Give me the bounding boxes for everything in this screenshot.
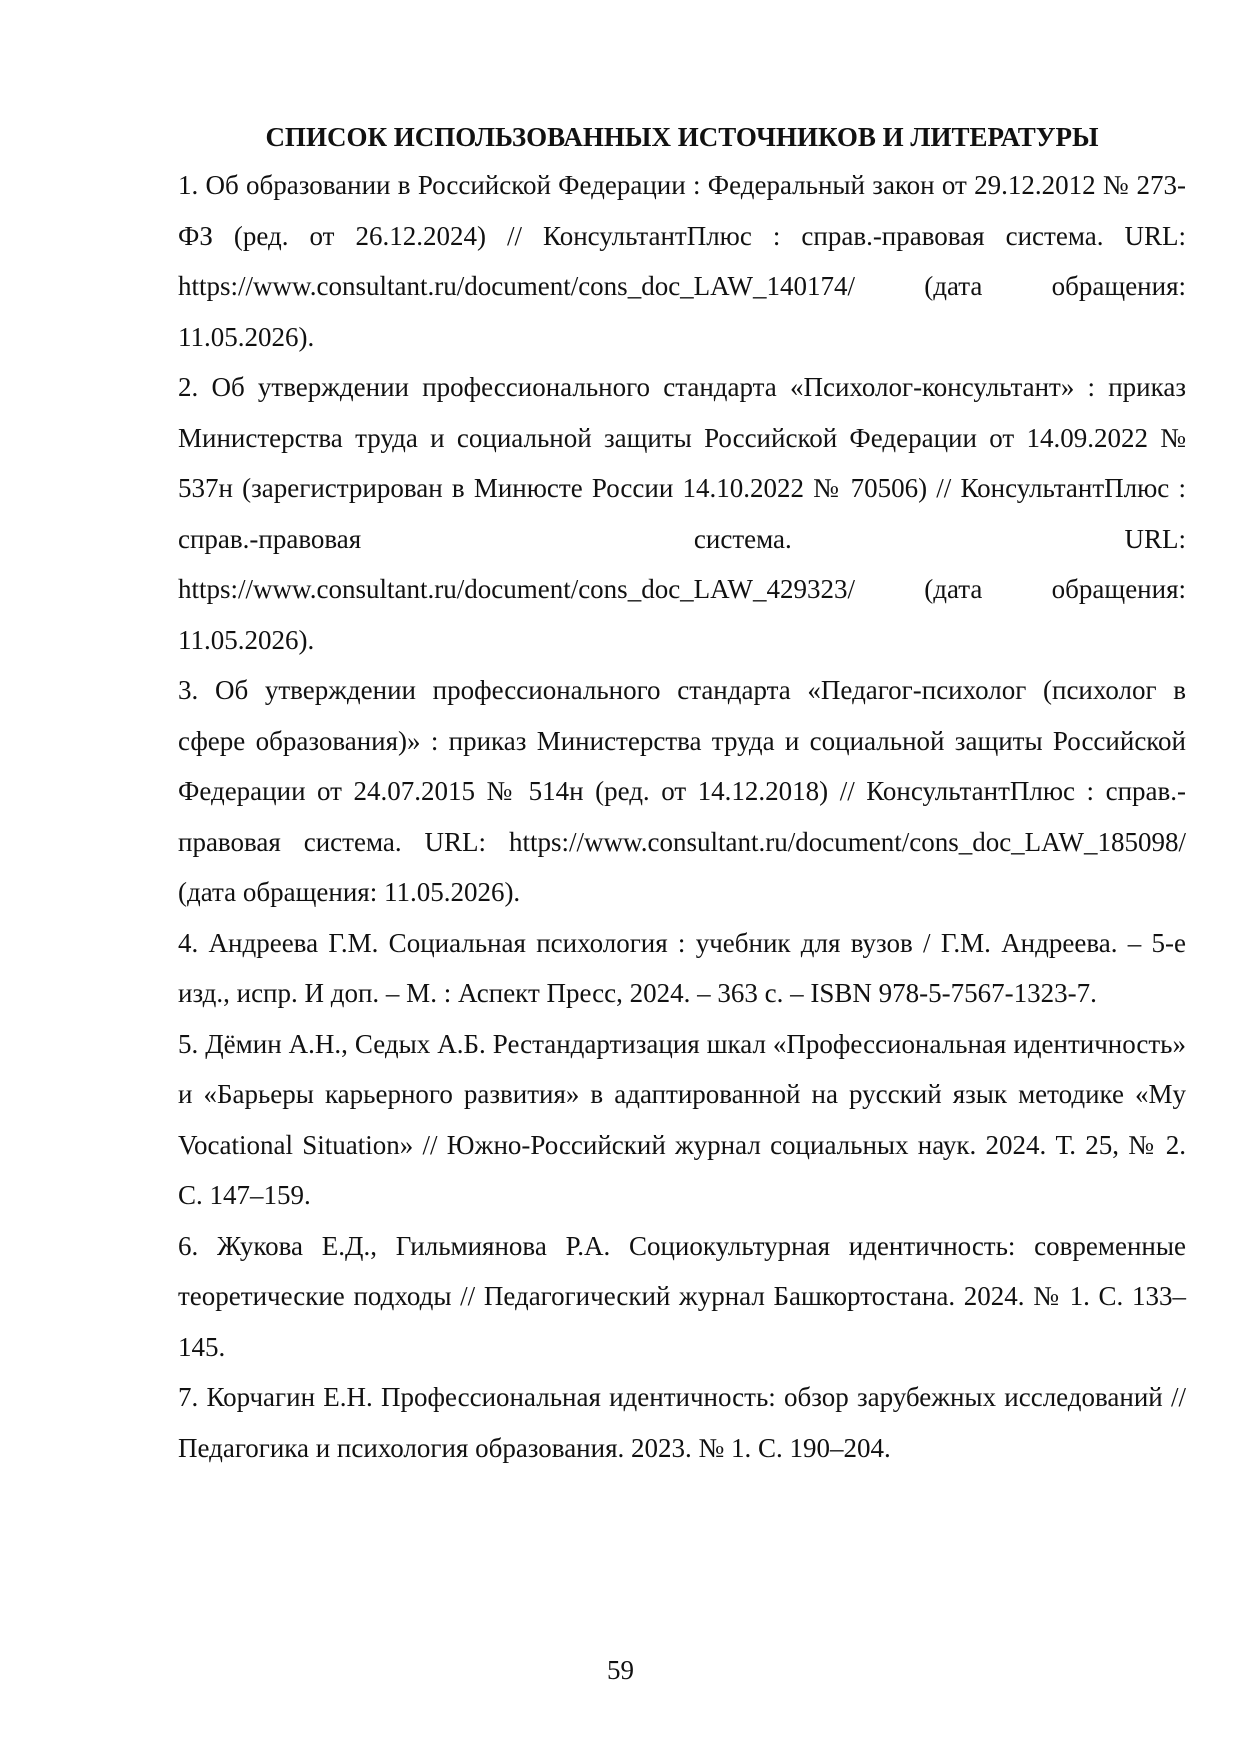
reference-list (178, 160, 1186, 1473)
reference-item-1: 1. Об образовании в Российской Федерации : Федеральный закон от 29.12.2012 № 273-ФЗ (ред. от 26.12.2024) // КонсультантПлюс : справ.-правовая система. URL: https://www.consultant.ru/document/cons_doc_LAW_140174/ (дата обращения: 11.05.2026). (178, 170, 1186, 352)
reference-item-5: 5. Дёмин А.Н., Седых А.Б. Рестандартизация шкал «Профессиональная идентичность» и «Барьеры карьерного развития» в адаптированной на русский язык методике «My Vocational Situation» // Южно-Российский журнал социальных наук. 2024. Т. 25, № 2. С. 147–159. (178, 1028, 1186, 1210)
reference-item-3: 3. Об утверждении профессионального стандарта «Педагог-психолог (психолог в сфере образования)» : приказ Министерства труда и социальной защиты Российской Федерации от 24.07.2015 № 514н (ред. от 14.12.2018) // КонсультантПлюс : справ.-правовая система. URL: https://www.consultant.ru/document/cons_doc_LAW_185098/ (дата обращения: 11.05.2026). (178, 675, 1186, 907)
reference-item-6: 6. Жукова Е.Д., Гильмиянова Р.А. Социокультурная идентичность: современные теоретические подходы // Педагогический журнал Башкортостана. 2024. № 1. С. 133–145. (178, 1230, 1186, 1362)
reference-item-4: 4. Андреева Г.М. Социальная психология : учебник для вузов / Г.М. Андреева. – 5-е изд., испр. И доп. – М. : Аспект Пресс, 2024. – 363 с. – ISBN 978-5-7567-1323-7. (178, 927, 1186, 1008)
reference-item-2: 2. Об утверждении профессионального стандарта «Психолог-консультант» : приказ Министерства труда и социальной защиты Российской Федерации от 14.09.2022 № 537н (зарегистрирован в Минюсте России 14.10.2022 № 70506) // КонсультантПлюс : справ.-правовая система. URL: https://www.consultant.ru/document/cons_doc_LAW_429323/ (дата обращения: 11.05.2026). (178, 372, 1186, 655)
bibliography-title: СПИСОК ИСПОЛЬЗОВАННЫХ ИСТОЧНИКОВ И ЛИТЕРАТУРЫ (265, 122, 1099, 152)
page-number: 59 (607, 1655, 634, 1685)
reference-item-7: 7. Корчагин Е.Н. Профессиональная идентичность: обзор зарубежных исследований // Педагогика и психология образования. 2023. № 1. С. 190–204. (178, 1382, 1186, 1463)
